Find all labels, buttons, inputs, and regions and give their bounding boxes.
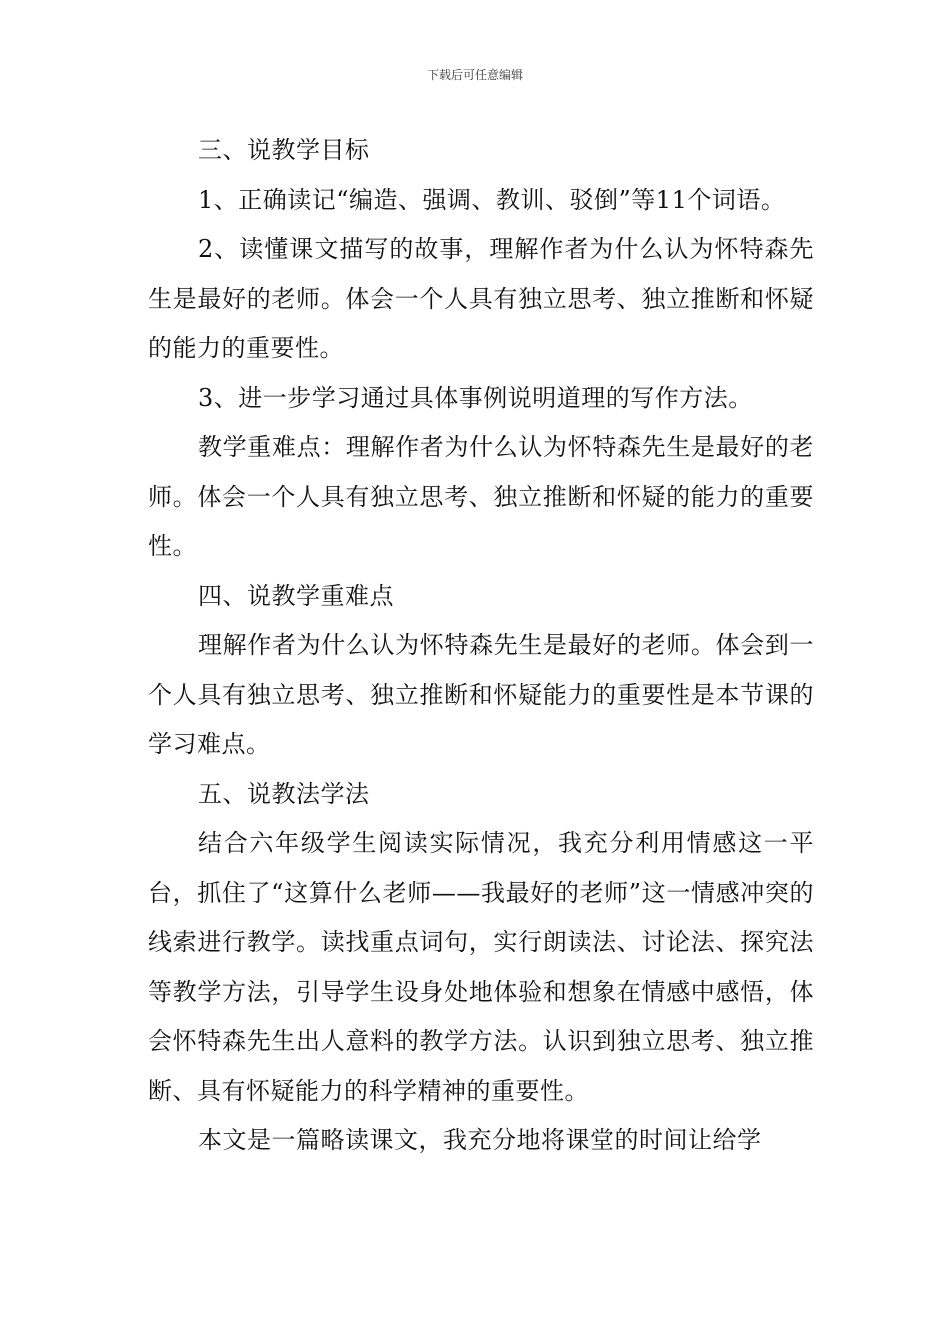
closing-paragraph: 本文是一篇略读课文，我充分地将课堂的时间让给学 xyxy=(198,1126,762,1154)
objective-item-3: 3、进一步学习通过具体事例说明道理的写作方法。 xyxy=(198,383,753,412)
section-heading-methods: 五、说教法学法 xyxy=(198,779,370,808)
page-header-note: 下载后可任意编辑 xyxy=(426,68,523,82)
section-heading-difficulties: 四、说教学重难点 xyxy=(198,581,394,610)
objective-item-2: 2、读懂课文描写的故事，理解作者为什么认为怀特森先生是最好的老师。体会一个人具有独立思考、独立推断和怀疑的能力的重要性。 xyxy=(148,235,814,362)
methods-paragraph: 结合六年级学生阅读实际情况，我充分利用情感这一平台，抓住了“这算什么老师——我最好的老师”这一情感冲突的线索进行教学。读找重点词句，实行朗读法、讨论法、探究法等教学方法，引导学生设身处地体验和想象在情感中感悟，体会怀特森先生出人意料的教学方法。认识到独立思考、独立推断、具有怀疑能力的科学精神的重要性。 xyxy=(148,829,814,1105)
difficulties-paragraph: 理解作者为什么认为怀特森先生是最好的老师。体会到一个人具有独立思考、独立推断和怀疑能力的重要性是本节课的学习难点。 xyxy=(148,631,814,758)
objective-item-1: 1、正确读记“编造、强调、教训、驳倒”等11个词语。 xyxy=(198,185,786,214)
section-heading-objectives: 三、说教学目标 xyxy=(198,136,370,164)
key-difficulty-paragraph: 教学重难点：理解作者为什么认为怀特森先生是最好的老师。体会一个人具有独立思考、独立推断和怀疑的能力的重要性。 xyxy=(148,433,814,560)
document-body xyxy=(148,126,814,1166)
